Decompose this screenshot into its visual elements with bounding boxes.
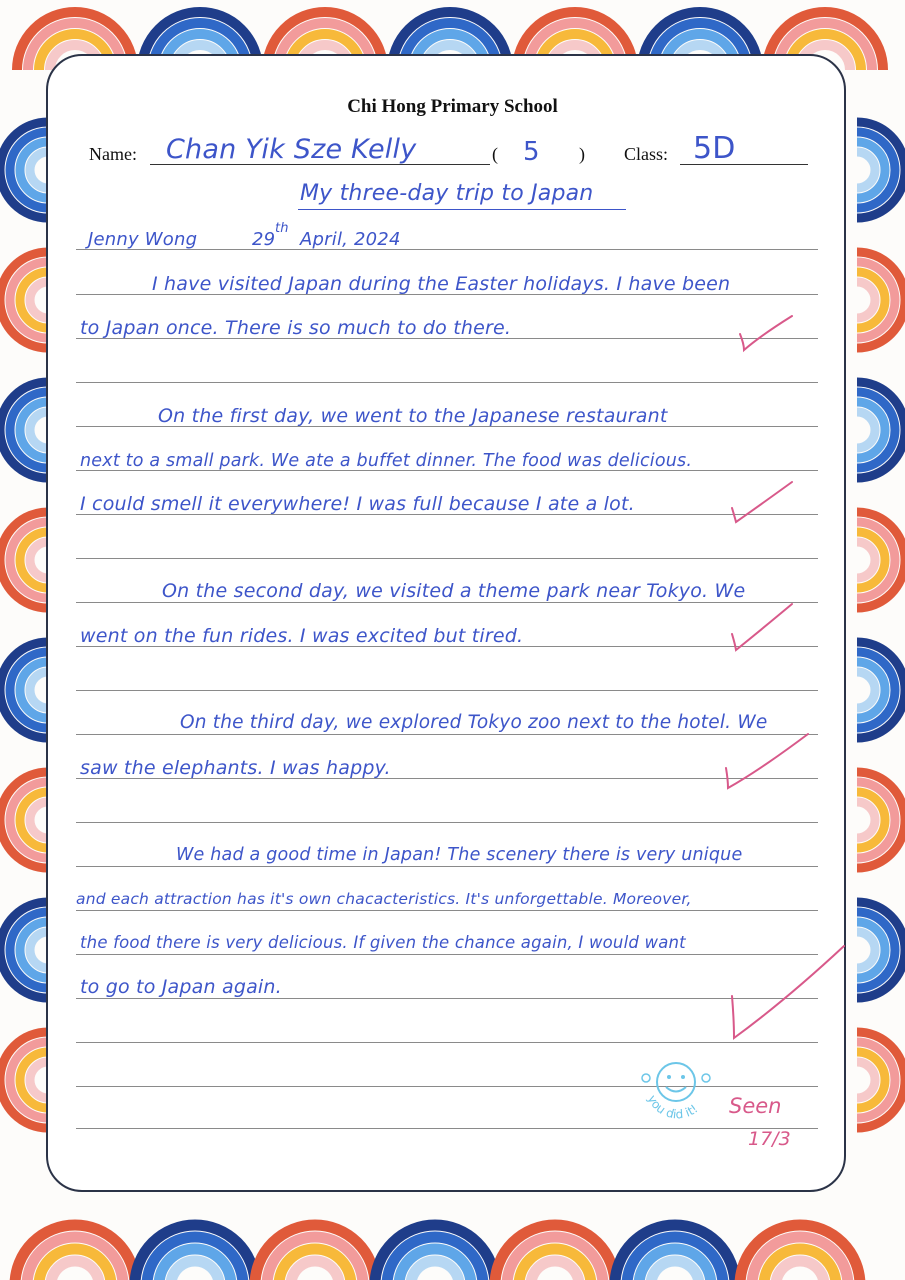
ruled-line — [76, 998, 818, 999]
rainbow-arc — [171, 1261, 219, 1280]
class-label: Class: — [624, 144, 669, 164]
rainbow-arc — [411, 1261, 459, 1280]
check-mark-icon — [730, 310, 800, 360]
rainbow-arc — [857, 282, 875, 318]
seen-mark: Seen — [729, 1094, 782, 1118]
essay-line: to Japan once. There is so much to do there. — [80, 317, 512, 339]
essay-line: On the first day, we went to the Japanese restaurant — [158, 405, 668, 427]
title-underline — [298, 209, 626, 210]
school-title: Chi Hong Primary School — [347, 96, 558, 117]
class-value: 5D — [693, 131, 736, 166]
rainbow-arc — [51, 1261, 99, 1280]
rainbow-arc — [857, 412, 875, 448]
author-name: Jenny Wong — [88, 229, 198, 250]
number-open-paren: ( — [492, 144, 498, 164]
rainbow-arc — [857, 672, 875, 708]
rainbow-arc — [857, 1062, 875, 1098]
rainbow-arc — [651, 1261, 699, 1280]
ruled-line — [76, 866, 818, 867]
rainbow-arc — [531, 1261, 579, 1280]
essay-line: On the third day, we explored Tokyo zoo next to the hotel. We — [180, 712, 768, 733]
essay-line: went on the fun rides. I was excited but tired. — [80, 625, 524, 647]
ruled-line — [76, 1042, 818, 1043]
date-day: 29 — [252, 229, 276, 250]
check-mark-icon — [722, 478, 802, 528]
ruled-line — [76, 822, 818, 823]
rainbow-arc — [291, 1261, 339, 1280]
essay-line: and each attraction has it's own chacacteristics. It's unforgettable. Moreover, — [76, 890, 692, 908]
stamp-text: you did it! — [644, 1092, 701, 1122]
ruled-line — [76, 382, 818, 383]
name-label: Name: — [89, 144, 137, 164]
rainbow-arc — [857, 802, 875, 838]
student-name: Chan Yik Sze Kelly — [166, 134, 417, 165]
check-mark-icon — [722, 600, 802, 656]
essay-line: saw the elephants. I was happy. — [80, 757, 391, 779]
smiley-stamp-icon — [636, 1050, 720, 1130]
seen-date: 17/3 — [748, 1128, 791, 1150]
number-close-paren: ) — [579, 144, 585, 164]
essay-line: On the second day, we visited a theme park near Tokyo. We — [162, 580, 746, 602]
rainbow-arc — [857, 152, 875, 188]
check-mark-icon — [716, 730, 816, 792]
ruled-line — [76, 602, 818, 603]
rainbow-arc — [857, 932, 875, 968]
date-rest: April, 2024 — [300, 229, 401, 250]
ruled-line — [76, 910, 818, 911]
ruled-line — [76, 734, 818, 735]
essay-line: the food there is very delicious. If given the chance again, I would want — [80, 933, 686, 952]
check-mark-icon — [720, 940, 850, 1044]
ruled-line — [76, 954, 818, 955]
rainbow-arc — [776, 1261, 824, 1280]
essay-line: I could smell it everywhere! I was full because I ate a lot. — [80, 493, 635, 515]
essay-line: to go to Japan again. — [80, 976, 282, 998]
essay-line: We had a good time in Japan! The scenery there is very unique — [176, 845, 743, 865]
essay-line: I have visited Japan during the Easter holidays. I have been — [152, 273, 731, 295]
date-suffix: th — [275, 221, 289, 236]
rainbow-arc — [857, 542, 875, 578]
ruled-line — [76, 558, 818, 559]
student-number: 5 — [523, 137, 540, 167]
essay-title: My three-day trip to Japan — [300, 181, 594, 206]
ruled-line — [76, 690, 818, 691]
essay-line: next to a small park. We ate a buffet dinner. The food was delicious. — [80, 451, 693, 471]
